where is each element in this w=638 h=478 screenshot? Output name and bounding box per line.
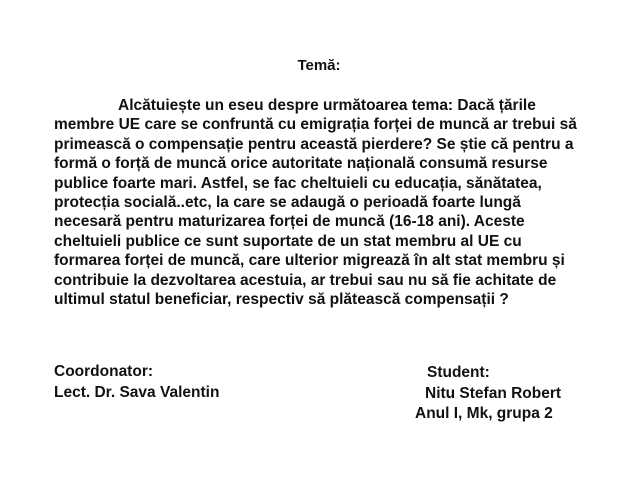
coordinator-label: Coordonator: [54,363,154,380]
coordinator-name: Lect. Dr. Sava Valentin [54,384,220,401]
student-label: Student: [427,364,490,381]
page-title: Temă: [297,57,341,74]
essay-prompt: Alcătuiește un eseu despre următoarea tema: Dacă țările membre UE care se confruntă cu emigrația forței de muncă ar trebui să primească o compensație pentru această pierdere? Se știe că pentru a formă o forță de muncă orice autoritate națională consumă resurse publice foarte mari. Astfel, se fac cheltuieli cu educația, sănătatea, protecția socială..etc, la care se adaugă o perioadă foarte lungă necesară pentru maturizarea forței de muncă (16-18 ani). Aceste cheltuieli publice ce sunt suportate de un stat membru al UE cu formarea forței de muncă, care ulterior migrează în alt stat membru și contribuie la dezvoltarea acestuia, ar trebui sau nu să fie achitate de ultimul statul beneficiar, respectiv să plătească compensații ? [54,97,577,309]
student-name: Nitu Stefan Robert [425,384,562,402]
student-group: Anul I, Mk, grupa 2 [415,405,553,422]
student-info [415,363,605,425]
